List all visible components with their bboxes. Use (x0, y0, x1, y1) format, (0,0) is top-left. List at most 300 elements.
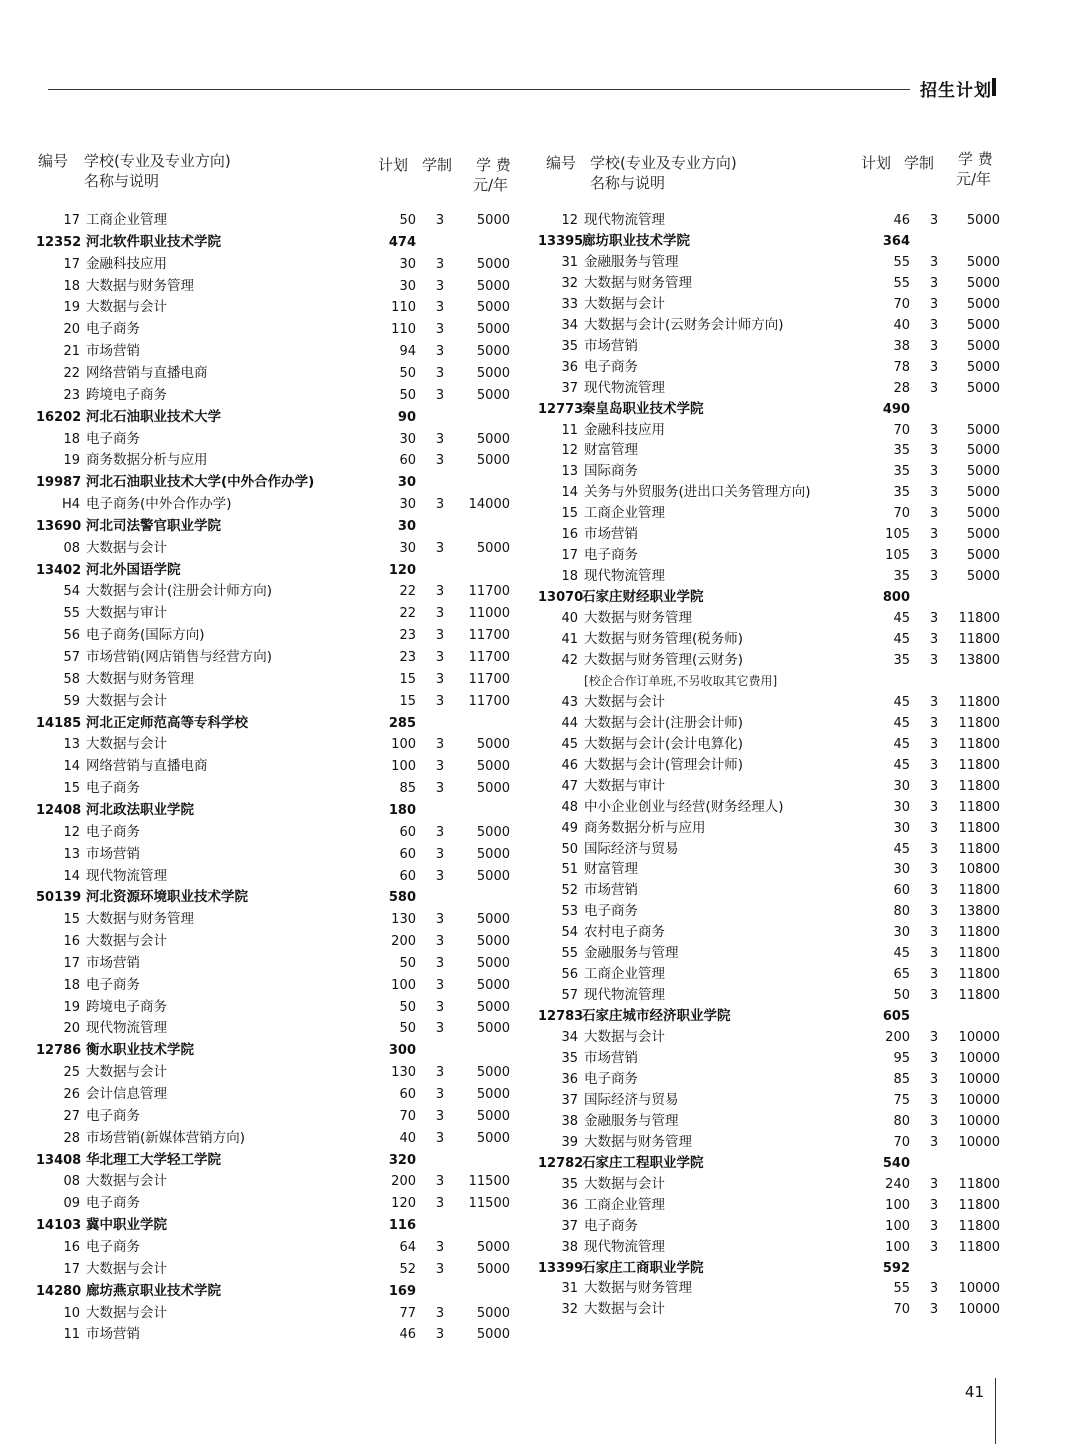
plan-count: 45 (893, 632, 910, 647)
fee-value: 11800 (958, 841, 1000, 857)
major-row (538, 734, 1006, 755)
major-name: 市场营销 (584, 882, 638, 899)
major-name: 国际经济与贸易 (584, 840, 679, 857)
major-code: 26 (63, 1087, 80, 1102)
plan-total: 800 (882, 590, 910, 606)
major-name: 大数据与会计(云财务会计师方向) (584, 316, 784, 333)
major-code: 22 (63, 365, 80, 381)
years-value: 3 (435, 868, 445, 884)
plan-count: 23 (399, 650, 416, 665)
years-value: 3 (435, 955, 445, 971)
major-row (538, 1278, 1006, 1299)
major-code: 37 (561, 1092, 578, 1108)
major-row (538, 1090, 1006, 1111)
school-code: 14103 (36, 1218, 82, 1234)
major-code: 15 (63, 781, 80, 797)
fee-value: 5000 (476, 540, 510, 556)
major-name: 大数据与财务管理 (86, 670, 194, 687)
major-name: 市场营销 (86, 954, 140, 971)
major-name: 大数据与审计 (86, 605, 167, 622)
major-name: 电子商务(国际方向) (86, 627, 205, 644)
major-code: 56 (63, 628, 80, 644)
plan-count: 55 (893, 275, 910, 291)
plan-count: 50 (399, 999, 416, 1015)
plan-count: 70 (893, 296, 910, 312)
school-row (36, 1281, 520, 1302)
plan-count: 30 (893, 925, 910, 941)
major-code: 47 (561, 778, 578, 794)
header-name-line2: 名称与说明 (590, 174, 666, 192)
years-value: 3 (929, 862, 939, 878)
plan-count: 35 (893, 485, 910, 501)
major-code: 15 (561, 506, 578, 522)
major-row (538, 210, 1006, 231)
major-name: 商务数据分析与应用 (584, 819, 706, 836)
fee-value: 5000 (966, 380, 1000, 396)
years-value: 3 (435, 1130, 445, 1146)
plan-count: 75 (893, 1092, 910, 1108)
plan-total: 605 (882, 1009, 910, 1025)
major-code: 46 (561, 757, 578, 773)
major-name: 工商企业管理 (584, 1196, 665, 1213)
major-code: 10 (63, 1305, 80, 1321)
major-row (538, 943, 1006, 964)
school-row (36, 407, 520, 428)
major-row (36, 450, 520, 471)
major-name: 大数据与会计 (584, 1301, 665, 1318)
major-code: 31 (561, 254, 578, 270)
plan-count: 28 (893, 380, 910, 396)
major-code: 12 (63, 824, 80, 840)
major-name: 现代物流管理 (584, 987, 665, 1004)
major-row (538, 1216, 1006, 1237)
fee-value: 5000 (966, 506, 1000, 522)
years-value: 3 (929, 652, 939, 668)
plan-count: 50 (893, 988, 910, 1004)
plan-count: 50 (399, 955, 416, 971)
major-row (36, 1324, 520, 1345)
major-row (36, 778, 520, 799)
major-code: 44 (561, 715, 578, 731)
years-value: 3 (929, 1051, 939, 1066)
major-name: 跨境电子商务 (86, 386, 167, 403)
fee-value: 5000 (966, 254, 1000, 270)
plan-count: 120 (391, 1196, 416, 1212)
fee-value: 5000 (966, 464, 1000, 480)
plan-count: 15 (399, 671, 416, 687)
years-value: 3 (929, 1218, 939, 1234)
plan-count: 30 (399, 256, 416, 272)
years-value: 3 (435, 322, 445, 338)
major-row (538, 336, 1006, 357)
major-row (538, 1195, 1006, 1216)
major-code: 36 (561, 1071, 578, 1087)
major-row (36, 1018, 520, 1039)
fee-value: 11500 (468, 1174, 510, 1190)
major-row (538, 566, 1006, 587)
years-value: 3 (929, 1030, 939, 1046)
years-value: 3 (435, 365, 445, 381)
major-name: 大数据与会计(注册会计师方向) (86, 583, 273, 600)
fee-value: 11800 (958, 1176, 1000, 1192)
plan-total: 116 (388, 1218, 416, 1234)
fee-value: 11800 (958, 988, 1000, 1004)
plan-count: 130 (391, 912, 416, 928)
years-value: 3 (435, 737, 445, 753)
major-name: 电子商务 (584, 1217, 638, 1234)
header-fee-line1: 学 费 (958, 150, 993, 168)
school-code: 13399 (538, 1260, 584, 1276)
plan-count: 100 (885, 1197, 910, 1213)
school-row (538, 1153, 1006, 1174)
major-code: 16 (561, 527, 578, 543)
plan-total: 474 (388, 234, 416, 250)
major-row (538, 1237, 1006, 1258)
major-code: 55 (561, 946, 578, 962)
plan-count: 100 (391, 977, 416, 993)
school-code: 13690 (36, 518, 82, 534)
plan-count: 95 (893, 1051, 910, 1066)
fee-value: 11800 (958, 757, 1000, 773)
plan-count: 55 (893, 1281, 910, 1297)
years-value: 3 (435, 999, 445, 1015)
fee-value: 5000 (476, 300, 510, 316)
major-name: 国际商务 (584, 463, 638, 480)
major-name: 大数据与财务管理 (584, 1280, 692, 1297)
school-code: 12352 (36, 234, 82, 250)
plan-count: 100 (885, 1239, 910, 1255)
fee-value: 11800 (958, 967, 1000, 983)
major-code: 42 (561, 652, 578, 668)
fee-value: 10000 (958, 1302, 1000, 1318)
major-name: 市场营销 (584, 337, 638, 354)
major-code: 13 (561, 464, 578, 480)
years-value: 3 (929, 715, 939, 731)
plan-count: 50 (399, 1021, 416, 1037)
major-name: 商务数据分析与应用 (86, 452, 208, 469)
major-name: 大数据与会计(注册会计师) (584, 714, 744, 731)
header-rule (48, 89, 910, 90)
major-row (538, 713, 1006, 734)
major-row (36, 538, 520, 559)
major-name: 电子商务 (86, 823, 140, 840)
fee-value: 5000 (966, 338, 1000, 354)
major-name: 大数据与会计 (86, 736, 167, 753)
years-value: 3 (929, 967, 939, 983)
fee-value: 5000 (476, 365, 510, 381)
years-value: 3 (929, 1197, 939, 1213)
major-name: 电子商务 (86, 321, 140, 338)
major-name: 大数据与审计 (584, 777, 665, 794)
years-value: 3 (435, 1108, 445, 1124)
years-value: 3 (435, 278, 445, 294)
major-row (36, 756, 520, 777)
major-code: 43 (561, 694, 578, 710)
major-code: 35 (561, 338, 578, 354)
major-row (538, 461, 1006, 482)
major-name: 跨境电子商务 (86, 998, 167, 1015)
section-title: 招生计划 (920, 81, 992, 101)
major-code: 36 (561, 1197, 578, 1213)
major-name: 现代物流管理 (86, 867, 167, 884)
school-name: 石家庄工程职业学院 (582, 1154, 704, 1171)
major-row (36, 647, 520, 668)
plan-count: 30 (399, 497, 416, 513)
school-name: 秦皇岛职业技术学院 (582, 400, 704, 417)
plan-count: 45 (893, 736, 910, 752)
plan-count: 110 (391, 300, 416, 316)
years-value: 3 (435, 759, 445, 775)
years-value: 3 (435, 1196, 445, 1212)
major-code: 54 (63, 584, 80, 600)
major-row (538, 482, 1006, 503)
major-name: 电子商务 (584, 547, 638, 564)
major-row (36, 319, 520, 340)
plan-count: 60 (399, 1087, 416, 1102)
plan-count: 60 (399, 846, 416, 862)
school-row (36, 472, 520, 493)
plan-count: 78 (893, 359, 910, 375)
major-code: 11 (561, 422, 578, 438)
major-code: 32 (561, 1302, 578, 1318)
major-name: 大数据与会计 (86, 1304, 167, 1321)
major-row (36, 909, 520, 930)
plan-total: 120 (388, 562, 416, 578)
years-value: 3 (435, 628, 445, 644)
fee-value: 14000 (468, 497, 510, 513)
years-value: 3 (929, 611, 939, 627)
plan-count: 50 (399, 365, 416, 381)
major-row (538, 839, 1006, 860)
school-row (36, 887, 520, 908)
plan-count: 94 (399, 344, 416, 360)
major-name: 电子商务 (584, 358, 638, 375)
fee-value: 13800 (958, 904, 1000, 920)
fee-value: 11800 (958, 799, 1000, 815)
school-name: 衡水职业技术学院 (86, 1042, 194, 1059)
years-value: 3 (929, 443, 939, 459)
note-row (538, 671, 1006, 692)
major-code: 39 (561, 1134, 578, 1150)
major-row (36, 866, 520, 887)
major-code: 53 (561, 904, 578, 920)
fee-value: 5000 (476, 1261, 510, 1277)
major-code: 21 (63, 344, 80, 360)
major-code: 17 (561, 548, 578, 564)
plan-count: 80 (893, 1113, 910, 1129)
fee-value: 11800 (958, 820, 1000, 836)
school-code: 14280 (36, 1283, 82, 1299)
school-name: 河北外国语学院 (86, 561, 181, 578)
plan-count: 130 (391, 1065, 416, 1081)
fee-value: 5000 (476, 999, 510, 1015)
major-name: 现代物流管理 (86, 1020, 167, 1037)
plan-count: 200 (885, 1030, 910, 1046)
plan-count: 38 (893, 338, 910, 354)
school-name: 石家庄城市经济职业学院 (582, 1008, 731, 1025)
major-code: 13 (63, 846, 80, 862)
major-code: 16 (63, 934, 80, 950)
major-row (538, 964, 1006, 985)
fee-value: 5000 (476, 1021, 510, 1037)
plan-total: 580 (388, 890, 416, 906)
major-code: 28 (63, 1130, 80, 1146)
years-value: 3 (929, 317, 939, 333)
years-value: 3 (929, 883, 939, 899)
fee-value: 5000 (476, 278, 510, 294)
major-code: 59 (63, 693, 80, 709)
plan-count: 45 (893, 611, 910, 627)
major-code: 19 (63, 999, 80, 1015)
header-fee-line1: 学 费 (476, 156, 511, 174)
column-header (538, 150, 1006, 208)
major-code: 08 (63, 1174, 80, 1190)
major-row (538, 880, 1006, 901)
years-value: 3 (929, 1071, 939, 1087)
fee-value: 5000 (476, 759, 510, 775)
fee-value: 5000 (966, 359, 1000, 375)
plan-count: 60 (893, 883, 910, 899)
years-value: 3 (435, 1261, 445, 1277)
major-name: 大数据与会计 (86, 1173, 167, 1190)
years-value: 3 (435, 671, 445, 687)
school-name: 河北司法警官职业学院 (86, 517, 221, 534)
fee-value: 11800 (958, 883, 1000, 899)
fee-value: 5000 (476, 453, 510, 469)
major-name: 金融科技应用 (86, 255, 167, 272)
fee-value: 11800 (958, 946, 1000, 962)
major-name: 电子商务(中外合作办学) (86, 496, 232, 513)
major-code: 15 (63, 912, 80, 928)
major-code: 54 (561, 925, 578, 941)
fee-value: 11700 (468, 693, 510, 709)
major-name: 大数据与财务管理(税务师) (584, 631, 744, 647)
major-name: 中小企业创业与经营(财务经理人) (584, 798, 784, 815)
major-code: 17 (63, 1261, 80, 1277)
school-name: 河北政法职业学院 (86, 801, 194, 818)
major-name: 电子商务 (584, 903, 638, 920)
major-row (36, 297, 520, 318)
plan-total: 30 (397, 475, 416, 491)
major-row (538, 545, 1006, 566)
school-row (36, 713, 520, 734)
major-row (36, 822, 520, 843)
plan-count: 85 (893, 1071, 910, 1087)
years-value: 3 (929, 359, 939, 375)
major-name: 市场营销(网店销售与经营方向) (86, 649, 273, 665)
fee-value: 5000 (476, 977, 510, 993)
major-code: 34 (561, 317, 578, 333)
major-row (538, 252, 1006, 273)
major-row (36, 494, 520, 515)
fee-value: 10000 (958, 1030, 1000, 1046)
years-value: 3 (929, 338, 939, 354)
fee-value: 11800 (958, 1239, 1000, 1255)
plan-count: 65 (893, 967, 910, 983)
major-row (36, 975, 520, 996)
years-value: 3 (929, 548, 939, 564)
major-code: 45 (561, 736, 578, 752)
fee-value: 11800 (958, 694, 1000, 710)
years-value: 3 (929, 694, 939, 710)
major-name: 市场营销 (86, 1326, 140, 1343)
years-value: 3 (435, 1174, 445, 1190)
plan-count: 70 (893, 1134, 910, 1150)
major-row (538, 1132, 1006, 1153)
major-code: 23 (63, 387, 80, 403)
plan-count: 60 (399, 868, 416, 884)
major-code: 35 (561, 1176, 578, 1192)
major-name: 现代物流管理 (584, 568, 665, 585)
plan-count: 30 (893, 778, 910, 794)
major-row (538, 650, 1006, 671)
school-name: 石家庄财经职业学院 (582, 589, 704, 606)
years-value: 3 (435, 977, 445, 993)
plan-total: 300 (388, 1043, 416, 1059)
major-name: 现代物流管理 (584, 212, 665, 228)
major-row (36, 669, 520, 690)
fee-value: 5000 (966, 548, 1000, 564)
page-number: 41 (964, 1383, 984, 1401)
header-name-line1: 学校(专业及专业方向) (84, 152, 231, 170)
major-code: 16 (63, 1239, 80, 1255)
major-name: 电子商务 (86, 780, 140, 797)
school-code: 50139 (36, 890, 82, 906)
fee-value: 5000 (476, 1305, 510, 1321)
major-code: 37 (561, 1218, 578, 1234)
major-code: 52 (561, 883, 578, 899)
years-value: 3 (929, 527, 939, 543)
note-text: [校企合作订单班,不另收取其它费用] (584, 673, 778, 688)
years-value: 3 (929, 296, 939, 312)
plan-count: 80 (893, 904, 910, 920)
fee-value: 5000 (966, 443, 1000, 459)
header-code: 编号 (546, 154, 577, 172)
plan-count: 50 (399, 387, 416, 403)
major-row (538, 524, 1006, 545)
major-name: 大数据与会计 (86, 1064, 167, 1081)
major-name: 电子商务 (86, 1238, 140, 1255)
years-value: 3 (929, 464, 939, 480)
plan-count: 100 (391, 759, 416, 775)
plan-count: 105 (885, 527, 910, 543)
major-code: 38 (561, 1239, 578, 1255)
major-name: 工商企业管理 (584, 966, 665, 983)
header-accent-bar (992, 78, 996, 96)
major-name: 市场营销(新媒体营销方向) (86, 1129, 246, 1146)
school-code: 12786 (36, 1043, 82, 1059)
major-row (538, 294, 1006, 315)
major-code: 40 (561, 611, 578, 627)
major-row (538, 776, 1006, 797)
major-row (36, 691, 520, 712)
fee-value: 11700 (468, 650, 510, 665)
fee-value: 5000 (476, 955, 510, 971)
years-value: 3 (435, 824, 445, 840)
plan-count: 35 (893, 443, 910, 459)
major-row (36, 363, 520, 384)
fee-value: 5000 (476, 737, 510, 753)
plan-count: 50 (399, 213, 416, 228)
years-value: 3 (929, 1302, 939, 1318)
plan-count: 240 (885, 1176, 910, 1192)
major-row (36, 1062, 520, 1083)
years-value: 3 (435, 606, 445, 622)
major-row (538, 755, 1006, 776)
school-name: 廊坊职业技术学院 (582, 232, 690, 249)
plan-total: 180 (388, 802, 416, 818)
major-code: 25 (63, 1065, 80, 1081)
